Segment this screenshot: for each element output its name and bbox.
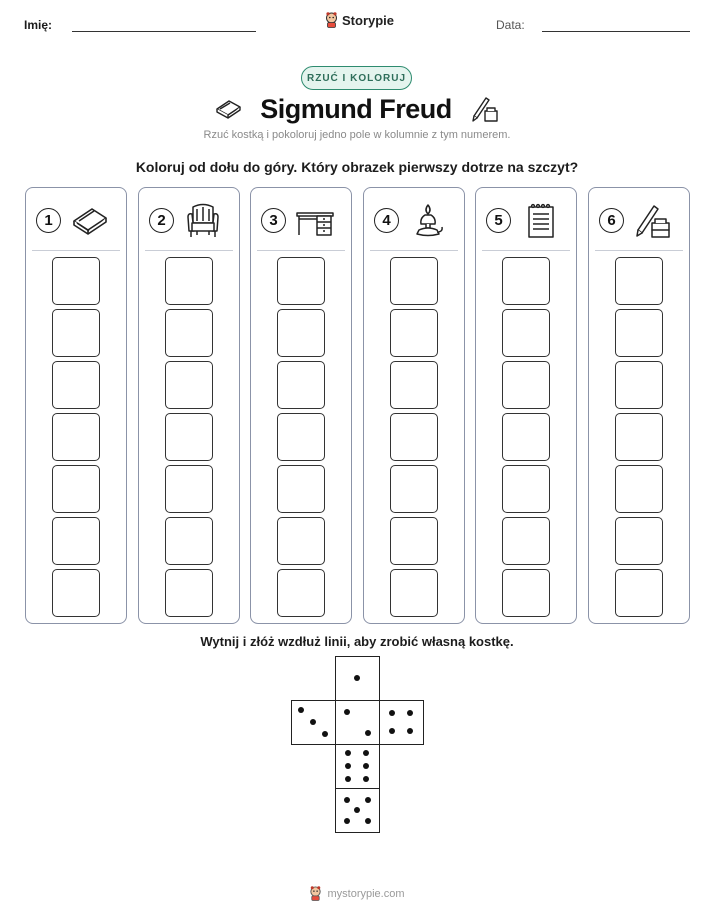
color-cell[interactable] [277,465,325,513]
column-number: 5 [486,208,511,233]
column-5 [475,187,577,624]
pen-inkwell-icon [470,94,500,124]
color-cell[interactable] [165,465,213,513]
die-pip [363,776,369,782]
color-cell[interactable] [390,465,438,513]
instruction: Koloruj od dołu do góry. Który obrazek pierwszy dotrze na szczyt? [135,159,579,175]
name-label: Imię: [24,18,53,32]
color-cell[interactable] [277,257,325,305]
storypie-mascot-icon [325,12,338,28]
color-cell[interactable] [615,569,663,617]
color-cell[interactable] [615,361,663,409]
pen-inkwell-icon [633,201,673,241]
column-header [589,188,689,250]
die-face-6 [335,744,380,789]
color-cell[interactable] [390,309,438,357]
die-pip [365,818,371,824]
color-cell[interactable] [277,309,325,357]
armchair-icon [183,201,223,241]
color-cell[interactable] [277,517,325,565]
color-cell[interactable] [52,517,100,565]
column-1 [25,187,127,624]
cut-instruction: Wytnij i złóż wzdłuż linii, aby zrobić własną kostkę. [200,634,514,649]
color-cell[interactable] [277,413,325,461]
color-cell[interactable] [52,309,100,357]
notepad-icon [520,201,560,241]
color-cell[interactable] [390,569,438,617]
die-pip [345,763,351,769]
date-label: Data: [496,18,525,32]
color-cell[interactable] [165,413,213,461]
color-cell[interactable] [502,413,550,461]
column-header [26,188,126,250]
column-header [476,188,576,250]
die-pip [345,750,351,756]
color-cell[interactable] [165,257,213,305]
column-divider [257,250,345,251]
die-pip [344,818,350,824]
color-cell[interactable] [165,361,213,409]
column-6 [588,187,690,624]
book-icon [70,201,110,241]
desk-icon [295,201,335,241]
die-pip [344,797,350,803]
color-cell[interactable] [277,361,325,409]
color-cell[interactable] [502,361,550,409]
column-header [251,188,351,250]
die-pip [363,750,369,756]
color-cell[interactable] [502,517,550,565]
date-line [542,31,690,32]
die-pip [407,710,413,716]
brand-logo [325,12,394,28]
die-pip [363,763,369,769]
color-cell[interactable] [502,309,550,357]
color-cell[interactable] [165,517,213,565]
column-header [364,188,464,250]
column-3 [250,187,352,624]
color-cell[interactable] [52,569,100,617]
color-cell[interactable] [52,257,100,305]
column-number: 1 [36,208,61,233]
column-number: 3 [261,208,286,233]
column-divider [595,250,683,251]
oil-lamp-icon [408,201,448,241]
column-divider [370,250,458,251]
die-pip [298,707,304,713]
column-2 [138,187,240,624]
die-pip [310,719,316,725]
color-cell[interactable] [52,413,100,461]
column-number: 6 [599,208,624,233]
die-pip [389,710,395,716]
color-cell[interactable] [390,517,438,565]
column-number: 2 [149,208,174,233]
column-number: 4 [374,208,399,233]
column-divider [32,250,120,251]
color-cell[interactable] [615,517,663,565]
die-pip [407,728,413,734]
activity-badge: RZUĆ I KOLORUJ [301,66,412,90]
die-pip [344,709,350,715]
die-pip [389,728,395,734]
column-divider [482,250,570,251]
color-cell[interactable] [502,465,550,513]
book-icon [214,97,242,121]
footer-url: mystorypie.com [327,887,405,900]
color-cell[interactable] [165,569,213,617]
color-cell[interactable] [52,465,100,513]
color-cell[interactable] [52,361,100,409]
die-face-4 [379,700,424,745]
column-header [139,188,239,250]
die-face-3 [291,700,336,745]
color-cell[interactable] [277,569,325,617]
color-cell[interactable] [502,257,550,305]
subtitle: Rzuć kostką i pokoloruj jedno pole w kolumnie z tym numerem. [203,129,511,141]
color-cell[interactable] [390,257,438,305]
die-face-1 [335,656,380,701]
color-cell[interactable] [615,309,663,357]
color-cell[interactable] [390,413,438,461]
color-cell[interactable] [502,569,550,617]
name-line [72,31,256,32]
color-cell[interactable] [615,465,663,513]
color-cell[interactable] [615,413,663,461]
color-cell[interactable] [615,257,663,305]
column-4 [363,187,465,624]
title-row [0,92,714,126]
die-pip [365,797,371,803]
storypie-mascot-icon [309,886,322,901]
footer [0,886,714,901]
die-pip [365,730,371,736]
color-cell[interactable] [165,309,213,357]
die-pip [354,807,360,813]
brand-name: Storypie [342,12,395,28]
column-divider [145,250,233,251]
die-pip [354,675,360,681]
die-face-5 [335,788,380,833]
page-title: Sigmund Freud [260,93,452,124]
die-face-2 [335,700,380,745]
color-cell[interactable] [390,361,438,409]
die-pip [345,776,351,782]
die-pip [322,731,328,737]
